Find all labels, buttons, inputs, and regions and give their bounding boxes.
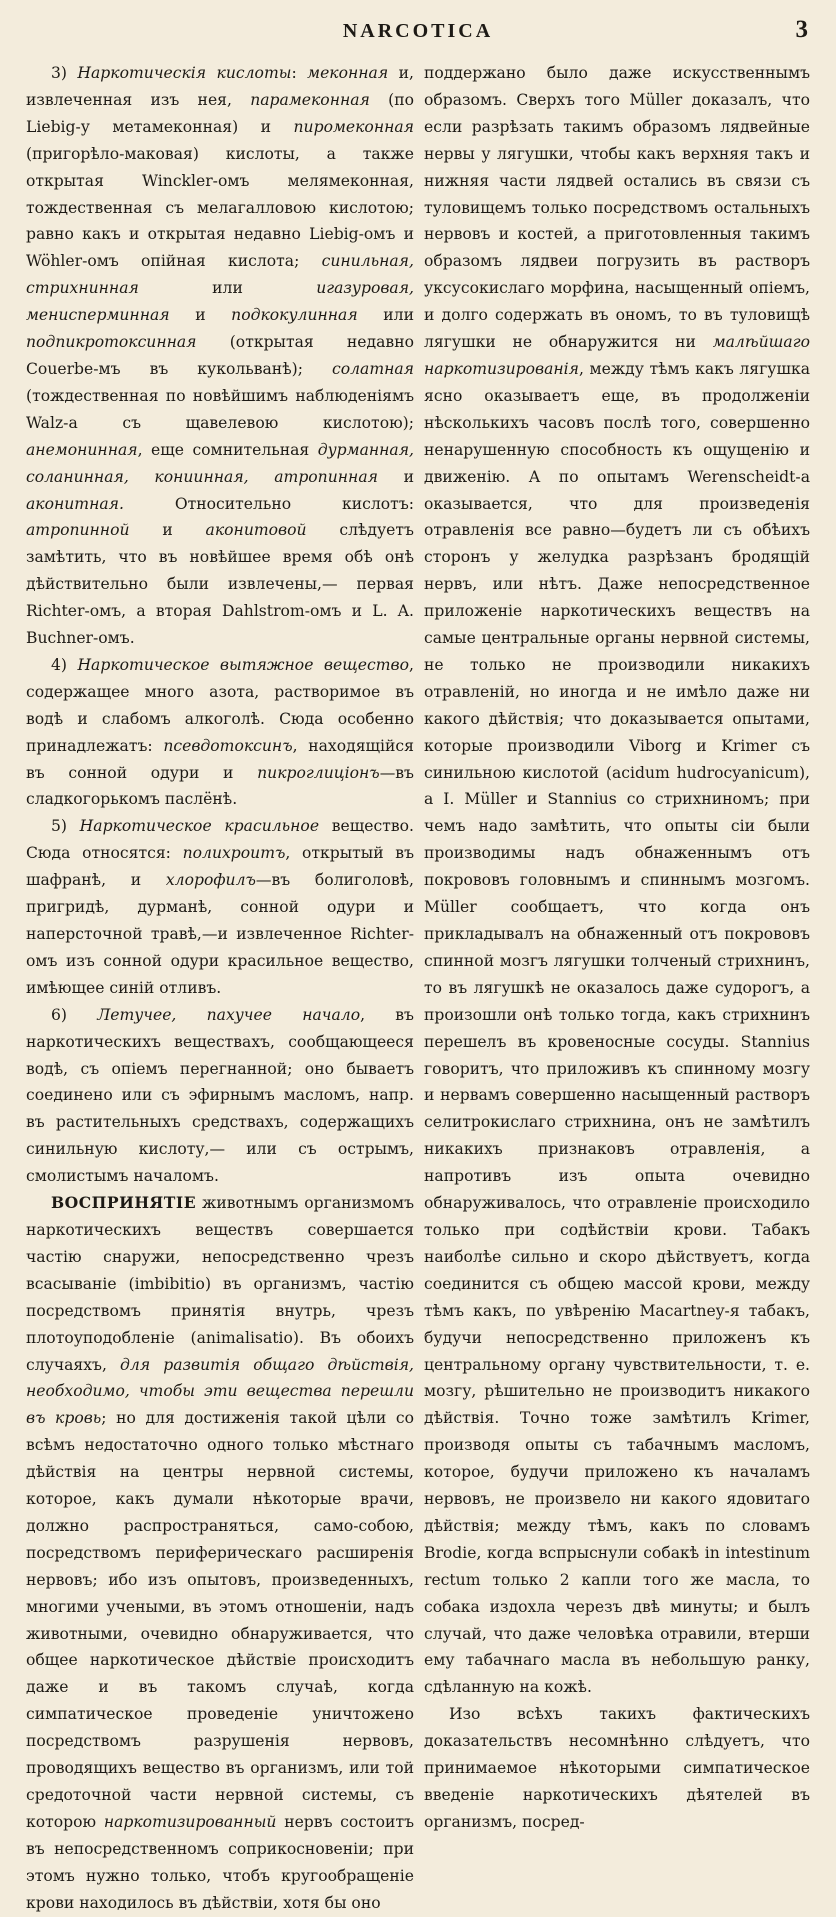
text-run: (тождественная по новѣйшимъ наблюденіямъ Walz-а съ щавелевою кислотою); bbox=[26, 386, 414, 432]
italic-term: игазуровая, менисперминная bbox=[26, 279, 414, 325]
paragraph-absorption bbox=[26, 1190, 414, 1916]
text-run: (пригорѣло-маковая) кислоты, а также открытая Winckler-омъ мелямеконная, тождественная съ мелагалловою кислотою; равно какъ и открытая недавно Liebig-омъ и Wöhler-омъ опійная кислота; bbox=[26, 144, 414, 271]
item-number: 3) bbox=[50, 64, 67, 82]
text-run: животнымъ организмомъ наркотическихъ веществъ совершается частію снаружи, непосредственно чрезъ всасываніе (imbibitio) въ организмъ, частію посредствомъ принятія внутрь, чрезъ плотоуподобленіе (animalisatio). Въ обоихъ случаяхъ, bbox=[26, 1194, 414, 1374]
paragraph-conclusion bbox=[424, 1701, 810, 1836]
italic-term: малѣйшаго наркотизированія bbox=[424, 333, 810, 378]
text-run: и bbox=[162, 521, 173, 540]
text-run: , содержащее много азота, растворимое въ водѣ и слабомъ алкоголѣ. Сюда особенно принадлежатъ: bbox=[26, 655, 414, 755]
paragraph-volatile-principle bbox=[26, 1002, 414, 1190]
item-heading: Летучее, пахучее начало bbox=[97, 1005, 361, 1024]
paragraph-coloring-matter bbox=[26, 813, 414, 1001]
item-heading: Наркотическое вытяжное вещество bbox=[77, 655, 410, 674]
page-number: 3 bbox=[795, 16, 808, 43]
text-run: и, извлеченная изъ нея, bbox=[26, 64, 414, 109]
text-run: поддержано было даже искусственнымъ образомъ. Сверхъ того Müller доказалъ, что если разрѣзать такимъ образомъ лядвейные нервы у лягушки, чтобы какъ верхняя такъ и нижняя части лядвей остались въ связи съ туловищемъ только посредствомъ остальныхъ нервовъ и костей, а приготовленныя такимъ образомъ лядвеи погрузить въ растворъ уксусокислаго морфина, насыщенный опіемъ, и долго содержать въ ономъ, то въ туловищѣ лягушки не обнаружится ни bbox=[424, 64, 810, 352]
section-keyword: ВОСПРИНЯТІЕ bbox=[50, 1193, 197, 1213]
paragraph-extractive-matter bbox=[26, 652, 414, 813]
text-run: вещество. Сюда относятся: bbox=[26, 817, 414, 863]
right-column bbox=[424, 60, 810, 1831]
running-title: NARCOTICA bbox=[342, 20, 494, 42]
italic-term: хлорофилъ bbox=[165, 871, 256, 890]
italic-term: анемонинная bbox=[26, 440, 138, 459]
italic-term: меконная bbox=[307, 64, 389, 82]
italic-term: аконитовой bbox=[205, 521, 307, 540]
text-run: и bbox=[195, 306, 206, 325]
italic-term: пиромеконная bbox=[293, 117, 414, 136]
text-run: , находящійся въ сонной одури и bbox=[26, 736, 414, 782]
italic-term: наркотизированный bbox=[103, 1812, 277, 1831]
text-run: , еще сомнительная bbox=[137, 440, 310, 459]
italic-term: подпикротоксинная bbox=[26, 333, 197, 352]
item-heading: Наркотическія кислоты bbox=[77, 64, 292, 82]
italic-term: синильная, стрихнинная bbox=[26, 252, 414, 298]
italic-term: парамеконная bbox=[250, 90, 370, 109]
italic-term: аконитная. bbox=[26, 494, 124, 513]
text-run: (открытая недавно Couerbe-мъ въ кукольванѣ); bbox=[26, 333, 414, 378]
left-column bbox=[26, 60, 414, 1912]
italic-term: для развитія общаго дѣйствія, необходимо, чтобы эти вещества перешли въ кровь bbox=[26, 1355, 414, 1428]
item-heading: Наркотическое красильное bbox=[79, 817, 320, 836]
text-run: или bbox=[383, 306, 414, 325]
text-run: слѣдуетъ замѣтить, что въ новѣйшее время обѣ онѣ дѣйствительно были извлечены,— первая Richter-омъ, а вторая Dahlstrom-омъ и L. A. Buchner-омъ. bbox=[26, 521, 414, 648]
text-run: Относительно кислотъ: bbox=[174, 494, 414, 513]
italic-term: псевдотоксинъ bbox=[163, 736, 293, 755]
paragraph-narcotic-acids bbox=[26, 60, 414, 652]
italic-term: атропинной bbox=[26, 521, 130, 540]
text-run: —въ болиголовѣ, пригридѣ, дурманѣ, сонной одури и наперсточной травѣ,—и извлеченное Richter-омъ изъ сонной одури красильное вещество, имѣющее синій отливъ. bbox=[26, 871, 414, 997]
page-header bbox=[0, 16, 836, 52]
text-run: или bbox=[212, 279, 243, 298]
text-run: и bbox=[403, 467, 414, 486]
italic-term: пикроглиціонъ bbox=[257, 763, 380, 782]
text-run: , въ наркотическихъ веществахъ, сообщающееся водѣ, съ опіемъ перегнанной; оно бываетъ соединено или съ эфирнымъ масломъ, напр. въ растительныхъ средствахъ, содержащихъ синильную кислоту,— или съ острымъ, смолистымъ началомъ. bbox=[26, 1005, 414, 1186]
paragraph-experiments bbox=[424, 60, 810, 1701]
italic-term: полихроитъ bbox=[182, 844, 286, 863]
item-number: 5) bbox=[50, 817, 67, 836]
text-run: —въ сладкогорькомъ паслёнѣ. bbox=[26, 763, 414, 809]
text-run: , открытый въ шафранѣ, и bbox=[26, 844, 414, 890]
text-run: , между тѣмъ какъ лягушка ясно оказываетъ еще, въ продолженіи нѣсколькихъ часовъ послѣ того, совершенно ненарушенную способность къ ощущенію и движенію. А по опытамъ Werenscheidt-а оказывается, что для произведенія отравленія все равно—будетъ ли съ обѣихъ сторонъ у желудка разрѣзанъ бродящій нервъ, или нѣтъ. Даже непосредственное приложеніе наркотическихъ веществъ на самые центральные органы нервной системы, не только не производили никакихъ отравленій, но иногда и не имѣло даже ни какого дѣйствія; что доказывается опытами, которые производили Viborg и Krimer съ синильною кислотой (acidum hudrocyanicum), а I. Müller и Stannius со стрихниномъ; при чемъ надо замѣтить, что опыты сіи были производимы надъ обнаженнымъ отъ покрововъ головнымъ и спиннымъ мозгомъ. Müller сообщаетъ, что когда онъ прикладывалъ на обнаженный отъ покрововъ спинной мозгъ лягушки толченый стрихнинъ, то въ лягушкѣ не оказалось даже судорогъ, а произошли онѣ только тогда, какъ стрихнинъ перешелъ въ кровеносные сосуды. Stannius говоритъ, что приложивъ къ спинному мозгу и нервамъ совершенно насыщенный растворъ селитрокислаго стрихнина, онъ не замѣтилъ никакихъ признаковъ отравленія, а напротивъ изъ опыта очевидно обнаруживалось, что отравленіе происходило только при содѣйствіи крови. Табакъ наиболѣе сильно и скоро дѣйствуетъ, когда соединится съ общею массой крови, между тѣмъ какъ, по увѣренію Macartney-я табакъ, будучи непосредственно приложенъ къ центральному органу чувствительности, т. е. мозгу, рѣшительно не производитъ никакого дѣйствія. Точно тоже замѣтилъ Krimer, производя опыты съ табачнымъ масломъ, которое, будучи приложено къ началамъ нервовъ, не произвело ни какого ядовитаго дѣйствія; между тѣмъ, какъ по словамъ Brodie, когда вспрыснули собакѣ in intestinum rectum только 2 капли того же масла, то собака издохла черезъ двѣ минуты; и былъ случай, что даже человѣка отравили, втерши ему табачнаго масла въ небольшую ранку, сдѣланную на кожѣ. bbox=[424, 359, 810, 1697]
text-run: ; но для достиженія такой цѣли со всѣмъ недостаточно одного только мѣстнаго дѣйствія на центры нервной системы, которое, какъ думали нѣкоторые врачи, должно распространяться, само-собою, посредствомъ периферическаго расширенія нервовъ; ибо изъ опытовъ, произведенныхъ, многими учеными, въ этомъ отношеніи, надъ животными, очевидно обнаруживается, что общее наркотическое дѣйствіе происходитъ даже и въ такомъ случаѣ, когда симпатическое проведеніе уничтожено посредствомъ разрушенія нервовъ, проводящихъ вещество въ организмъ, или той средоточной части нервной системы, съ которою bbox=[26, 1409, 414, 1831]
italic-term: дурманная, соланинная, кониинная, атропинная bbox=[26, 440, 414, 486]
item-number: 4) bbox=[50, 655, 67, 674]
text-run: Изо всѣхъ такихъ фактическихъ доказательствъ несомнѣнно слѣдуетъ, что принимаемое нѣкоторыми симпатическое введеніе наркотическихъ дѣятелей въ организмъ, посред- bbox=[424, 1705, 810, 1831]
item-number: 6) bbox=[50, 1005, 67, 1024]
text-run: нервъ состоитъ въ непосредственномъ соприкосновеніи; при этомъ нужно только, чтобъ кругообращеніе крови находилось въ дѣйствіи, хотя бы оно bbox=[26, 1812, 414, 1912]
text-run: (по Liebig-у метамеконная) и bbox=[26, 90, 414, 136]
text-run: : bbox=[291, 64, 297, 82]
italic-term: подкокулинная bbox=[231, 306, 358, 325]
italic-term: солатная bbox=[331, 359, 414, 378]
